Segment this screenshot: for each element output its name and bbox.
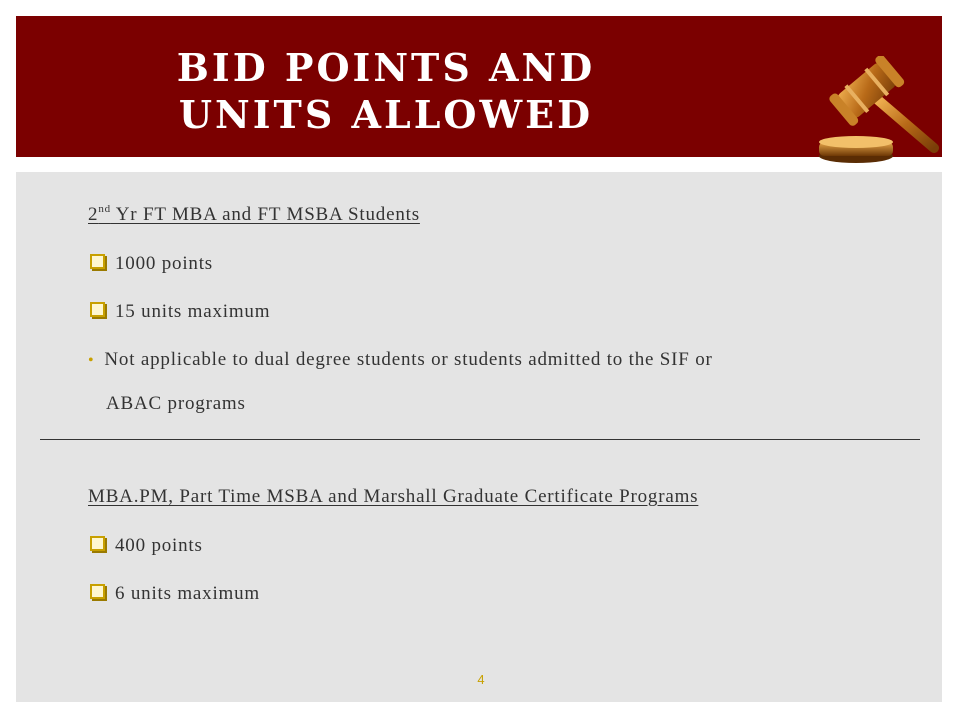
checkbox-bullet-icon (90, 584, 105, 599)
dot-bullet-icon: • (88, 352, 95, 369)
content-area (16, 172, 942, 702)
checkbox-bullet-icon (90, 254, 105, 269)
section2-item-units: 6 units maximum (115, 583, 260, 604)
checkbox-bullet-icon (90, 536, 105, 551)
list-item (90, 301, 270, 323)
list-item (90, 535, 203, 557)
section1-item-units: 15 units maximum (115, 301, 271, 322)
slide-title: BID POINTS AND UNITS ALLOWED (176, 45, 596, 137)
section1-item-points: 1000 points (115, 253, 214, 274)
section-divider (40, 439, 920, 440)
section1-heading-prefix: 2 (88, 204, 99, 225)
list-item (90, 253, 213, 275)
checkbox-bullet-icon (90, 302, 105, 317)
list-item (90, 583, 260, 605)
section1-heading-sup: nd (98, 203, 111, 215)
section1-heading (88, 204, 420, 226)
section1-note (88, 349, 713, 371)
section1-note-line2: ABAC programs (106, 393, 246, 414)
section2-item-points: 400 points (115, 535, 203, 556)
section1-note-line1: Not applicable to dual degree students or students admitted to the SIF or (104, 349, 713, 370)
title-banner (16, 16, 942, 157)
gavel-icon (816, 56, 946, 168)
section2-heading: MBA.PM, Part Time MSBA and Marshall Graduate Certificate Programs (88, 486, 699, 507)
section1-heading-rest: Yr FT MBA and FT MSBA Students (110, 204, 420, 225)
page-number: 4 (477, 672, 485, 687)
